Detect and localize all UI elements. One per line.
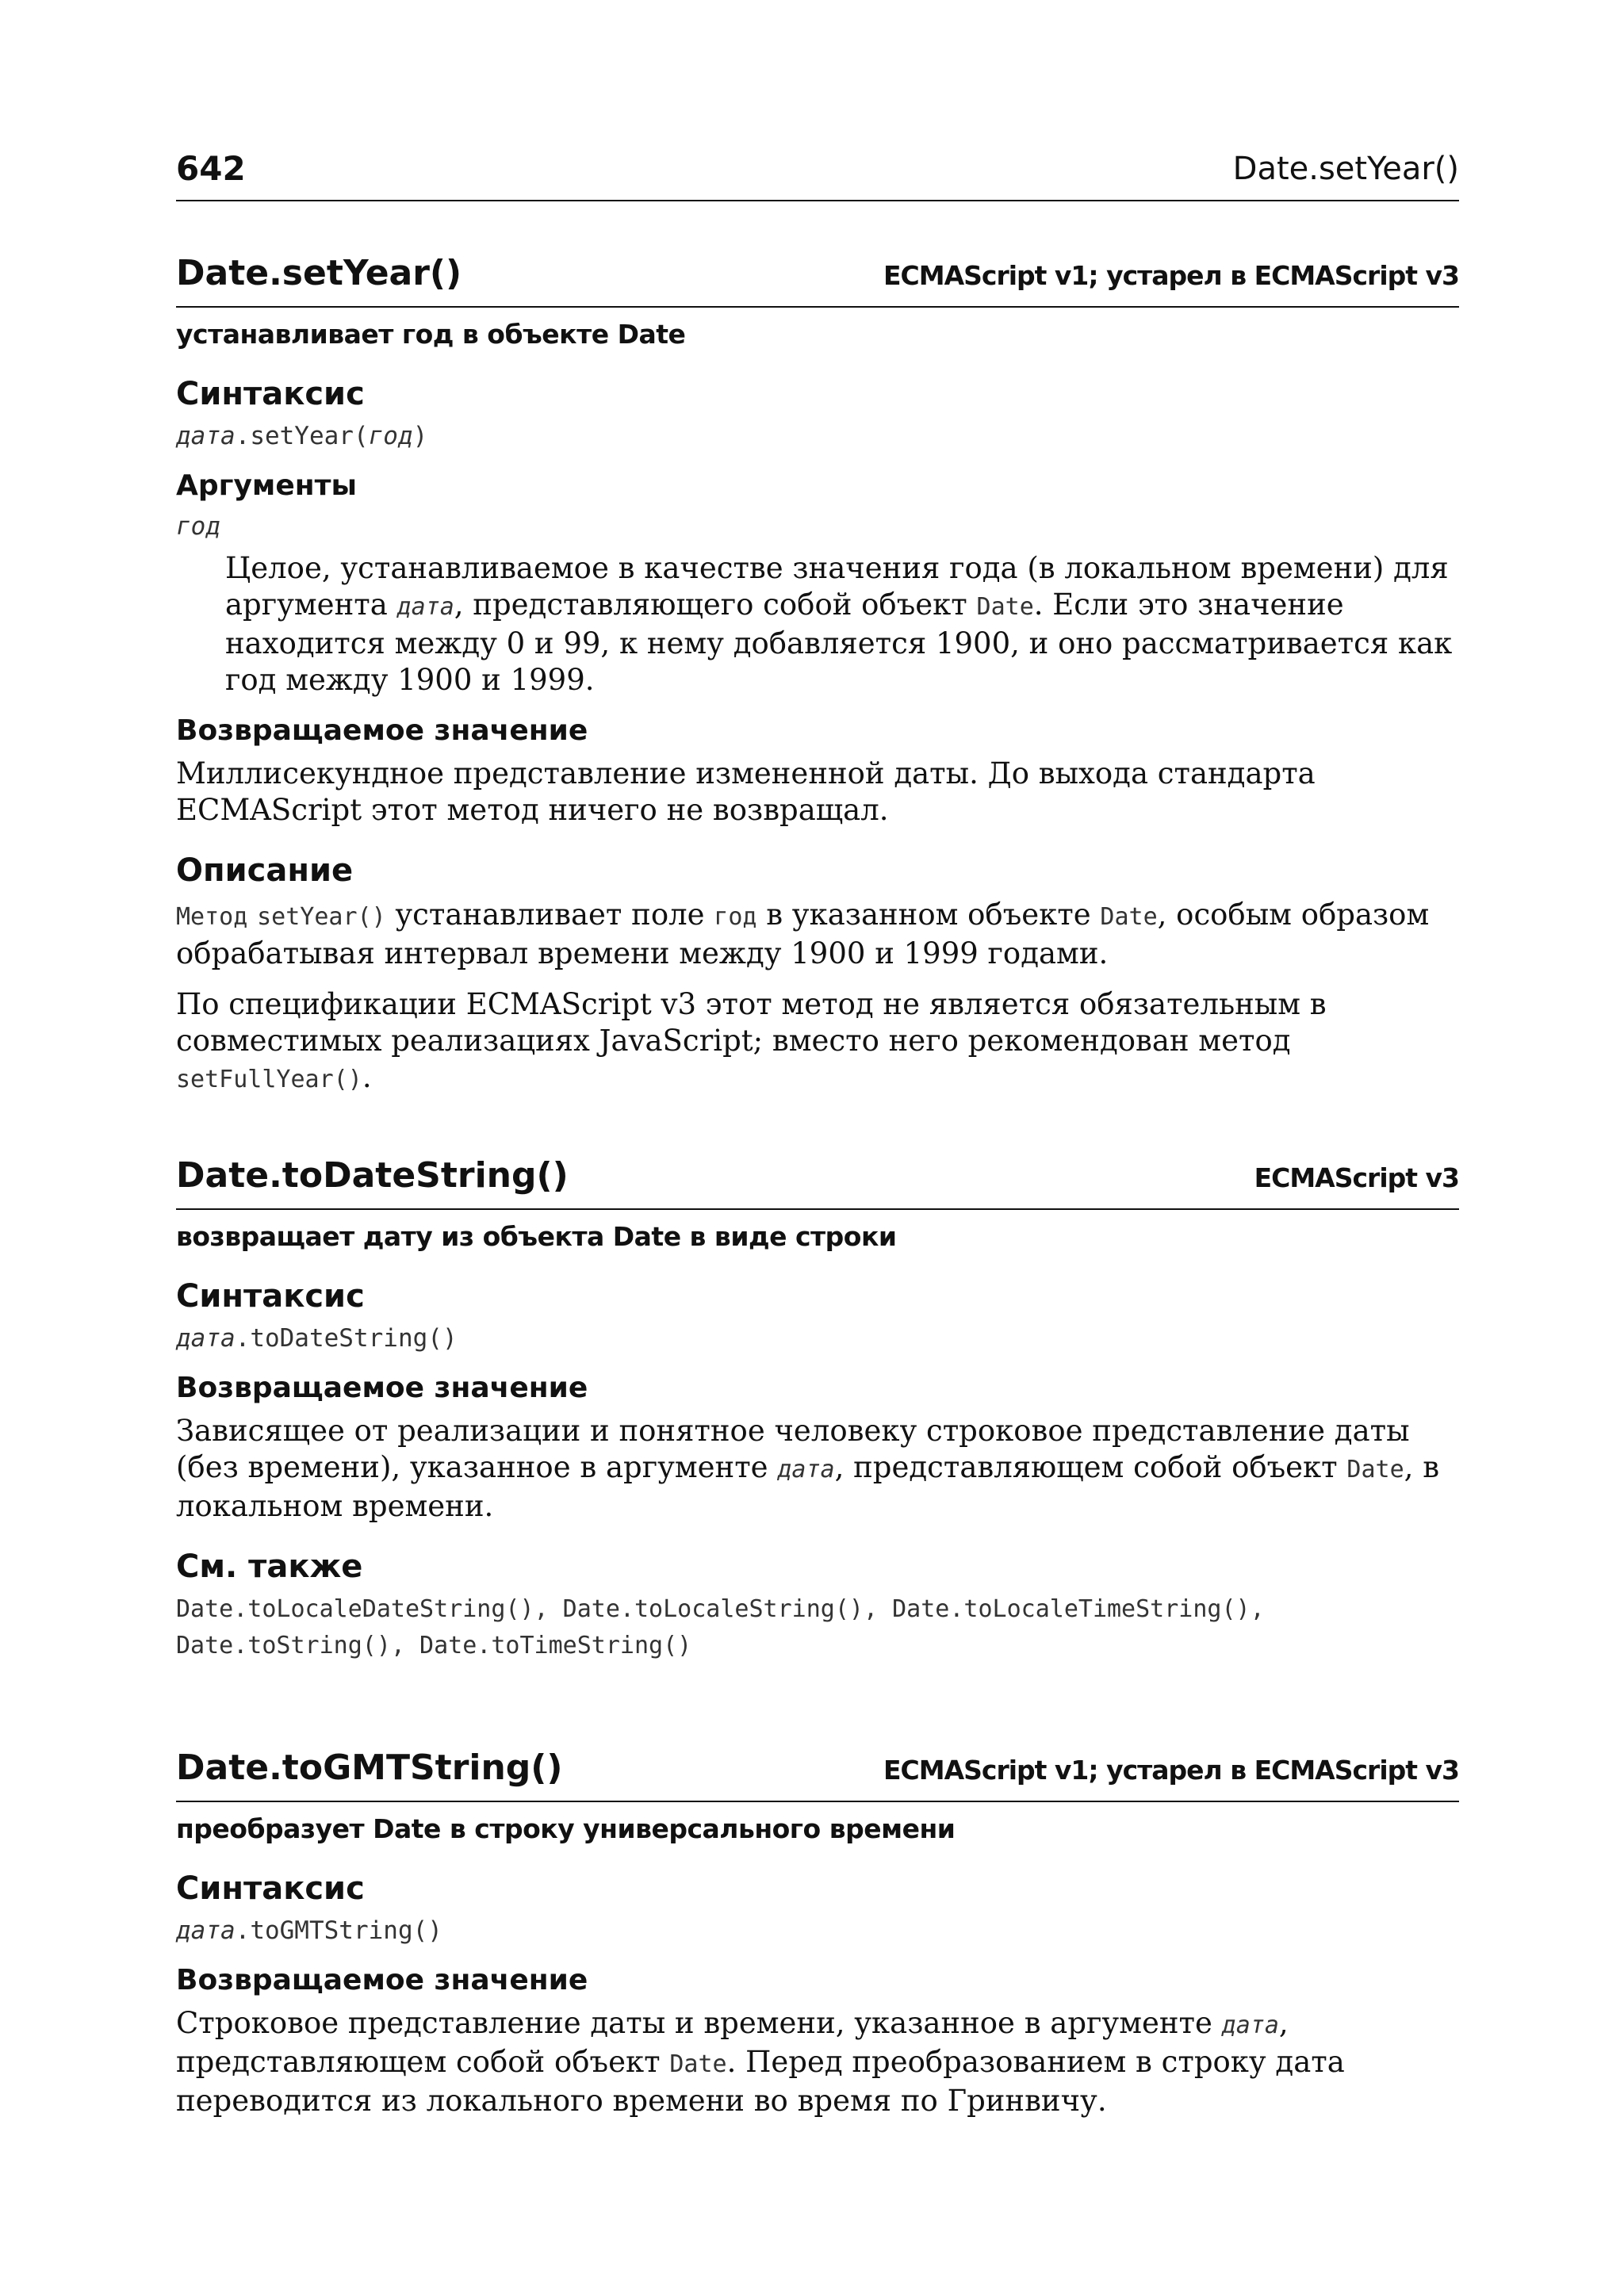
inline-code: Date — [1346, 1456, 1404, 1483]
syntax-heading: Синтаксис — [176, 1278, 365, 1315]
syntax-code — [176, 1321, 1459, 1356]
entry-title-bar — [176, 252, 1459, 308]
entry-subtitle: устанавливает год в объекте Date — [176, 319, 686, 350]
text-run — [247, 898, 257, 932]
text-run: , в локальном времени. — [176, 1450, 1440, 1523]
return-text — [176, 2005, 1459, 2119]
inline-code: Date — [669, 2050, 727, 2078]
description-heading: Описание — [176, 852, 354, 889]
text-run: в указанном объекте — [756, 898, 1101, 932]
syntax-object: дата — [176, 422, 236, 450]
syntax-object: дата — [176, 1324, 236, 1353]
entry-title: Date.setYear() — [176, 253, 462, 293]
syntax-heading: Синтаксис — [176, 1870, 365, 1907]
entry-standard: ECMAScript v1; устарел в ECMAScript v3 — [883, 1755, 1459, 1786]
text-run: , особым образом обрабатывая интервал времени между 1900 и 1999 годами. — [176, 898, 1430, 970]
arguments-heading: Аргументы — [176, 469, 358, 502]
text-run: По спецификации ECMAScript v3 этот метод не является обязательным в совместимых реализациях JavaScript; вместо него рекомендован метод — [176, 987, 1327, 1058]
entry-title: Date.toGMTString() — [176, 1748, 563, 1788]
page-number: 642 — [176, 149, 246, 188]
text-run: Зависящее от реализации и понятное человеку строковое представление даты (без времени), указанное в аргументе — [176, 1414, 1410, 1484]
syntax-method: .toGMTString() — [235, 1916, 442, 1945]
entry-title-bar — [176, 1154, 1459, 1210]
syntax-method: .toDateString() — [235, 1324, 458, 1353]
text-run: Целое, устанавливаемое в качестве значения года (в локальном времени) для аргумента — [225, 551, 1449, 622]
text-run: Строковое представление даты и времени, указанное в аргументе — [176, 2006, 1222, 2040]
argument-description — [225, 550, 1459, 699]
text-run: . — [362, 1060, 372, 1094]
syntax-heading: Синтаксис — [176, 376, 365, 412]
running-head: Date.setYear() — [1232, 151, 1459, 187]
return-heading: Возвращаемое значение — [176, 1372, 588, 1404]
syntax-argument: год — [368, 422, 413, 450]
syntax-code — [176, 1913, 1459, 1948]
syntax-object: дата — [176, 1916, 236, 1945]
description-paragraph — [176, 986, 1459, 1098]
entry-subtitle: возвращает дату из объекта Date в виде строки — [176, 1221, 897, 1252]
return-heading: Возвращаемое значение — [176, 1964, 588, 1996]
inline-code: дата — [777, 1456, 835, 1483]
description-paragraph — [176, 897, 1459, 972]
return-text — [176, 1413, 1459, 1525]
entry-subtitle: преобразует Date в строку универсального времени — [176, 1813, 956, 1844]
inline-code: дата — [396, 593, 454, 621]
syntax-code — [176, 419, 1459, 454]
entry-todatestring — [176, 1154, 1459, 1664]
return-heading: Возвращаемое значение — [176, 714, 588, 747]
inline-code: setFullYear() — [176, 1066, 362, 1093]
text-run: . Перед преобразованием в строку дата переводится из локального времени во время по Гринвичу. — [176, 2045, 1345, 2118]
entry-setyear — [176, 252, 1459, 1098]
text-run: , представляющем собой объект — [834, 1450, 1347, 1484]
entry-title: Date.toDateString() — [176, 1155, 569, 1196]
entry-standard: ECMAScript v3 — [1254, 1162, 1459, 1193]
entry-standard: ECMAScript v1; устарел в ECMAScript v3 — [883, 260, 1459, 291]
entry-title-bar — [176, 1747, 1459, 1802]
see-also-list: Date.toLocaleDateString(), Date.toLocaleString(), Date.toLocaleTimeString(), Date.toString(), Date.toTimeString() — [176, 1595, 1265, 1659]
inline-code: setYear() — [257, 903, 386, 931]
see-also-heading: См. также — [176, 1548, 363, 1585]
inline-code: Date — [976, 593, 1034, 621]
text-run: , представляющего собой объект — [454, 588, 977, 622]
inline-code: год — [714, 903, 757, 931]
inline-code: Date — [1100, 903, 1158, 931]
page-header — [176, 149, 1459, 201]
return-text: Миллисекундное представление измененной даты. До выхода стандарта ECMAScript этот метод ничего не возвращал. — [176, 756, 1316, 827]
entry-togmtstring — [176, 1747, 1459, 2119]
inline-code: дата — [1221, 2012, 1279, 2039]
syntax-close: ) — [412, 422, 428, 450]
argument-name: год — [176, 512, 220, 541]
syntax-method: .setYear( — [235, 422, 369, 450]
text-run: устанавливает поле — [385, 898, 714, 932]
text-run: , представляющем собой объект — [176, 2006, 1289, 2079]
inline-code: Метод — [176, 903, 248, 931]
text-run: . Если это значение находится между 0 и 99, к нему добавляется 1900, и оно рассматривается как год между 1900 и 1999. — [225, 588, 1453, 697]
